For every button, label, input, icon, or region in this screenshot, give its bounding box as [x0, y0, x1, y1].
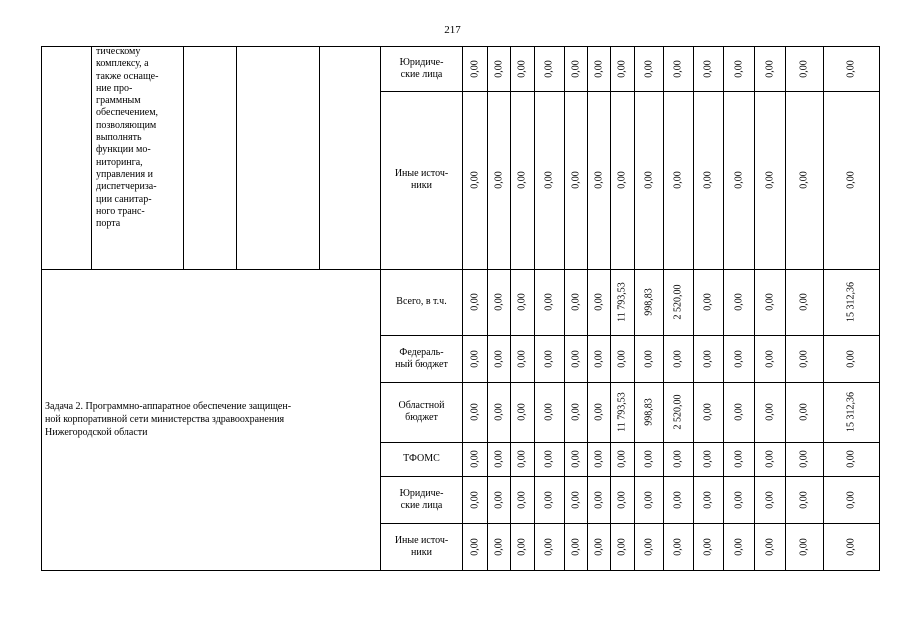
- column-divider: [723, 46, 724, 570]
- table-cell-value: 0,00: [543, 349, 555, 368]
- column-divider: [823, 46, 824, 570]
- table-cell-value: 0,00: [593, 349, 604, 368]
- table-cell-value: 0,00: [493, 171, 504, 189]
- table-cell-value: 0,00: [570, 450, 581, 468]
- table-cell-value: 0,00: [570, 537, 581, 556]
- table-cell-value: 15 312,36: [845, 282, 857, 322]
- table-cell-value: 0,00: [845, 171, 857, 189]
- table-cell-value: 0,00: [798, 171, 810, 189]
- table-cell-value: 0,00: [643, 450, 654, 468]
- table-cell-value: 0,00: [764, 450, 775, 468]
- table-cell-value: 0,00: [543, 450, 555, 468]
- table-cell-value: 0,00: [672, 537, 684, 556]
- table-cell-value: 0,00: [672, 450, 684, 468]
- table-cell-value: 0,00: [493, 490, 504, 509]
- table-cell-value: 0,00: [672, 349, 684, 368]
- table-cell-value: 0,00: [593, 59, 604, 78]
- table-cell-value: 2 520,00: [672, 394, 684, 430]
- table-cell-value: 0,00: [733, 490, 744, 509]
- column-divider: [91, 46, 92, 269]
- table-cell-value: 0,00: [570, 349, 581, 368]
- table-cell-value: 0,00: [845, 450, 857, 468]
- table-cell-value: 0,00: [702, 59, 714, 78]
- row-label: Областной бюджет: [398, 400, 445, 423]
- table-cell-value: 0,00: [493, 403, 504, 421]
- table-border-bottom: [41, 570, 880, 571]
- table-cell-value: 0,00: [733, 171, 744, 189]
- table-cell-value: 0,00: [516, 403, 528, 421]
- table-cell-value: 0,00: [733, 450, 744, 468]
- table-cell-value: 0,00: [764, 59, 775, 78]
- column-divider: [634, 46, 635, 570]
- table-cell-value: 0,00: [593, 403, 604, 421]
- column-divider: [462, 46, 463, 570]
- table-cell-value: 0,00: [733, 59, 744, 78]
- table-cell-value: 0,00: [469, 450, 480, 468]
- table-cell-value: 0,00: [764, 537, 775, 556]
- row-label: Всего, в т.ч.: [396, 296, 447, 307]
- table-cell-value: 0,00: [543, 59, 555, 78]
- table-cell-value: 0,00: [702, 450, 714, 468]
- table-cell-value: 0,00: [845, 59, 857, 78]
- table-cell-value: 0,00: [672, 490, 684, 509]
- table-cell-value: 0,00: [593, 537, 604, 556]
- column-divider: [754, 46, 755, 570]
- table-cell-value: 0,00: [493, 450, 504, 468]
- table-cell-value: 0,00: [616, 171, 628, 189]
- table-cell-value: 11 793,53: [616, 392, 628, 432]
- table-cell-value: 0,00: [469, 537, 480, 556]
- table-cell-value: 0,00: [764, 490, 775, 509]
- table-cell-value: 0,00: [570, 59, 581, 78]
- column-divider: [785, 46, 786, 570]
- page-number: 217: [444, 24, 461, 36]
- table-cell-value: 0,00: [845, 349, 857, 368]
- table-cell-value: 0,00: [798, 403, 810, 421]
- table-cell-value: 0,00: [543, 403, 555, 421]
- table-cell-value: 0,00: [469, 293, 480, 311]
- table-cell-value: 0,00: [798, 293, 810, 311]
- table-cell-value: 0,00: [469, 349, 480, 368]
- table-cell-value: 0,00: [845, 490, 857, 509]
- table-cell-value: 0,00: [593, 490, 604, 509]
- table-cell-value: 0,00: [733, 403, 744, 421]
- table-cell-value: 0,00: [570, 171, 581, 189]
- column-divider: [610, 46, 611, 570]
- table-cell-value: 0,00: [616, 59, 628, 78]
- column-divider: [587, 46, 588, 570]
- activity-description: тическому комплексу, а также оснаще- ние про- граммным обеспечением, позволяющим выполнять функции мо- ниторинга, управления и диспетчериза- ции санитар- ного транс- порта: [96, 46, 159, 230]
- table-cell-value: 0,00: [702, 403, 714, 421]
- table-cell-value: 0,00: [702, 537, 714, 556]
- table-cell-value: 2 520,00: [672, 284, 684, 320]
- column-divider: [564, 46, 565, 570]
- table-cell-value: 0,00: [733, 537, 744, 556]
- table-cell-value: 0,00: [616, 349, 628, 368]
- row-label: Юридиче- ские лица: [399, 487, 444, 511]
- column-divider: [510, 46, 511, 570]
- table-cell-value: 998,83: [643, 398, 654, 426]
- table-cell-value: 0,00: [543, 490, 555, 509]
- table-cell-value: 0,00: [643, 171, 654, 189]
- table-cell-value: 0,00: [702, 171, 714, 189]
- table-cell-value: 0,00: [469, 490, 480, 509]
- table-cell-value: 0,00: [702, 293, 714, 311]
- table-cell-value: 0,00: [469, 403, 480, 421]
- row-label: ТФОМС: [403, 453, 440, 464]
- table-cell-value: 0,00: [543, 171, 555, 189]
- table-cell-value: 0,00: [672, 171, 684, 189]
- table-cell-value: 0,00: [764, 403, 775, 421]
- column-divider: [236, 46, 237, 269]
- table-cell-value: 0,00: [469, 171, 480, 189]
- table-cell-value: 0,00: [593, 171, 604, 189]
- table-cell-value: 0,00: [516, 171, 528, 189]
- table-cell-value: 0,00: [616, 537, 628, 556]
- table-cell-value: 0,00: [616, 450, 628, 468]
- table-cell-value: 998,83: [643, 288, 654, 316]
- row-label: Иные источ- ники: [394, 534, 449, 558]
- table-cell-value: 0,00: [543, 293, 555, 311]
- table-cell-value: 0,00: [593, 450, 604, 468]
- table-cell-value: 0,00: [764, 349, 775, 368]
- column-divider: [534, 46, 535, 570]
- table-cell-value: 0,00: [593, 293, 604, 311]
- table-cell-value: 0,00: [516, 293, 528, 311]
- table-cell-value: 0,00: [543, 537, 555, 556]
- table-cell-value: 0,00: [764, 171, 775, 189]
- column-divider: [663, 46, 664, 570]
- table-cell-value: 11 793,53: [616, 282, 628, 322]
- table-cell-value: 0,00: [570, 490, 581, 509]
- table-cell-value: 0,00: [643, 59, 654, 78]
- table-cell-value: 0,00: [798, 349, 810, 368]
- table-border-left: [41, 46, 42, 570]
- table-cell-value: 0,00: [798, 59, 810, 78]
- table-cell-value: 0,00: [493, 293, 504, 311]
- table-cell-value: 0,00: [493, 349, 504, 368]
- column-divider: [693, 46, 694, 570]
- table-cell-value: 0,00: [516, 490, 528, 509]
- column-divider: [319, 46, 320, 269]
- table-cell-value: 0,00: [733, 349, 744, 368]
- table-cell-value: 0,00: [702, 490, 714, 509]
- table-cell-value: 0,00: [764, 293, 775, 311]
- table-cell-value: 0,00: [702, 349, 714, 368]
- table-cell-value: 0,00: [845, 537, 857, 556]
- table-cell-value: 0,00: [570, 403, 581, 421]
- table-cell-value: 0,00: [493, 59, 504, 78]
- table-cell-value: 0,00: [798, 537, 810, 556]
- table-cell-value: 0,00: [516, 450, 528, 468]
- table-cell-value: 0,00: [516, 537, 528, 556]
- table-cell-value: 0,00: [798, 490, 810, 509]
- row-label: Иные источ- ники: [394, 168, 449, 191]
- table-cell-value: 0,00: [516, 349, 528, 368]
- table-cell-value: 0,00: [643, 349, 654, 368]
- table-cell-value: 0,00: [798, 450, 810, 468]
- table-cell-value: 15 312,36: [845, 392, 857, 432]
- table-border-right: [879, 46, 880, 570]
- table-cell-value: 0,00: [733, 293, 744, 311]
- table-cell-value: 0,00: [469, 59, 480, 78]
- table-cell-value: 0,00: [672, 59, 684, 78]
- table-cell-value: 0,00: [570, 293, 581, 311]
- table-cell-value: 0,00: [516, 59, 528, 78]
- row-label: Федераль- ный бюджет: [395, 346, 448, 370]
- row-label: Юридиче- ские лица: [399, 56, 444, 80]
- table-cell-value: 0,00: [643, 490, 654, 509]
- table-cell-value: 0,00: [616, 490, 628, 509]
- column-divider: [487, 46, 488, 570]
- column-divider: [183, 46, 184, 269]
- task-description: Задача 2. Программно-аппаратное обеспечение защищен- ной корпоративной сети министерства здравоохранения Нижегородской области: [45, 401, 292, 438]
- table-cell-value: 0,00: [493, 537, 504, 556]
- table-cell-value: 0,00: [643, 537, 654, 556]
